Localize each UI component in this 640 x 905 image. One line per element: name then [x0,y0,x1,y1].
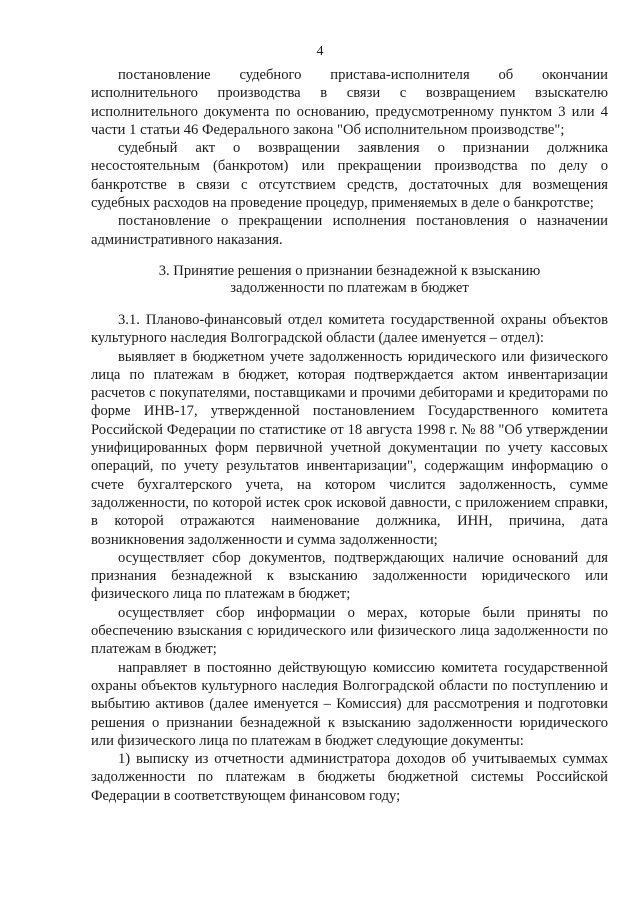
paragraph-collects-documents: осуществляет сбор документов, подтверждающих наличие оснований для признания безнадежной к взысканию задолженности юридического или физического лица по платежам в бюджет; [91,549,608,603]
paragraph-termination-resolution: постановление о прекращении исполнения постановления о назначении административного наказания. [91,213,608,248]
page-number: 4 [316,44,324,59]
paragraph-list-item-1: 1) выписку из отчетности администратора доходов об учитываемых суммах задолженности по платежам в бюджеты бюджетной системы Российской Федерации в соответствующем финансовом году; [91,751,608,804]
paragraph-3-1-intro: 3.1. Планово-финансовый отдел комитета государственной охраны объектов культурного наследия Волгоградской области (далее именуется – отдел): [91,311,608,347]
document-body [91,66,608,805]
section-heading-line-2: задолженности по платежам в бюджет [230,279,469,296]
section-heading [91,263,608,297]
paragraph-collects-information: осуществляет сбор информации о мерах, которые были приняты по обеспечению взыскания с юридического или физического лица задолженности по платежам в бюджет; [91,604,608,658]
paragraph-identifies-debt: выявляет в бюджетном учете задолженность юридического или физического лица по платежам в бюджет, которая подтверждается актом инвентаризации расчетов с покупателями, поставщиками и прочими дебиторами и кредиторами по форме ИНВ-17, утвержденной постановлением Государственного комитета Российской Федерации по статистике от 18 августа 1998 г. № 88 "Об утверждении унифицированных форм первичной учетной документации по учету кассовых операций, по учету результатов инвентаризации", содержащим информацию о счете бухгалтерского учета, на котором числится задолженность, сумме задолженности, по которой истек срок исковой давности, с приложением справки, в которой отражаются наименование должника, ИНН, причина, дата возникновения задолженности и сумма задолженности; [91,348,608,548]
section-heading-line-1: 3. Принятие решения о признании безнадежной к взысканию [158,262,541,279]
paragraph-sends-to-commission: направляет в постоянно действующую комиссию комитета государственной охраны объектов культурного наследия Волгоградской области по поступлению и выбытию активов (далее именуется – Комиссия) для рассмотрения и подготовки решения о признании безнадежной к взысканию задолженности юридического или физического лица по платежам в бюджет следующие документы: [91,659,608,749]
paragraph-bailiff-resolution: постановление судебного пристава-исполнителя об окончании исполнительного производства в связи с возвращением взыскателю исполнительного документа по основанию, предусмотренному пунктом 3 или 4 части 1 статьи 46 Федерального закона "Об исполнительном производстве"; [91,67,608,138]
paragraph-court-act: судебный акт о возвращении заявления о признании должника несостоятельным (банкротом) или прекращении производства по делу о банкротстве в связи с отсутствием средств, достаточных для возмещения судебных расходов на проведение процедур, применяемых в деле о банкротстве; [91,140,608,212]
